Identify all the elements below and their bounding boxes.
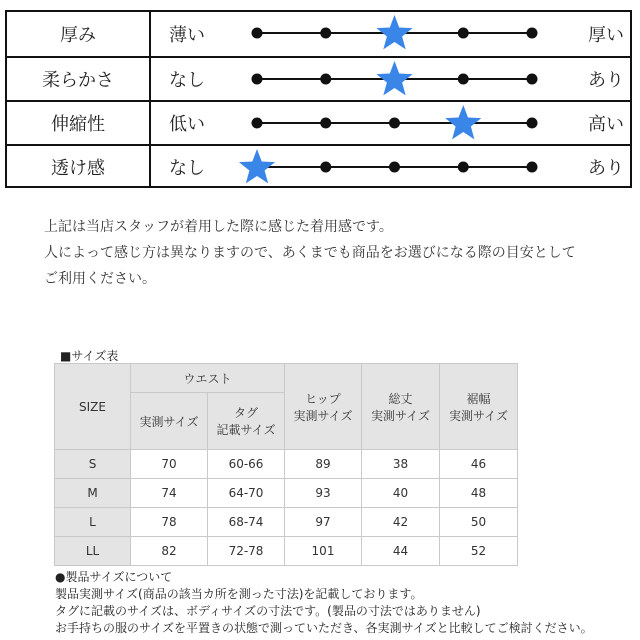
feel-row-stretch: [7, 100, 630, 144]
feel-right-label: 高い: [588, 114, 624, 135]
rating-star-icon: [376, 61, 412, 95]
header-text: 実測サイズ: [293, 408, 353, 423]
feel-left-label: なし: [169, 158, 205, 179]
header-waist-tag: [208, 393, 285, 450]
header-text: タグ: [233, 406, 258, 420]
rating-star-icon: [239, 149, 275, 183]
header-text: 裾幅: [466, 391, 491, 406]
scale-point: [320, 74, 331, 85]
size-cell: M: [55, 479, 131, 508]
feel-right-label: あり: [588, 70, 624, 91]
size-table: [54, 363, 518, 566]
feel-label: 厚み: [7, 12, 151, 56]
note-line: ご利用ください。: [44, 271, 156, 287]
hip-cell: 93: [285, 479, 362, 508]
table-row: [55, 508, 518, 537]
wear-feel-note: [44, 214, 624, 292]
scale-point: [527, 118, 538, 129]
size-table-caption: ■サイズ表: [60, 349, 119, 363]
feel-left-label: なし: [169, 70, 205, 91]
header-text: 記載サイズ: [216, 423, 276, 437]
feel-table: [5, 10, 632, 188]
waist-actual-cell: 70: [131, 450, 208, 479]
header-text: 実測サイズ: [370, 408, 431, 423]
hem-cell: 50: [440, 508, 518, 537]
scale-point: [320, 28, 331, 39]
length-cell: 42: [362, 508, 440, 537]
feel-row-sheerness: [7, 144, 630, 188]
scale-point: [458, 162, 469, 173]
table-row: [55, 450, 518, 479]
length-cell: 38: [362, 450, 440, 479]
size-cell: L: [55, 508, 131, 537]
header-hip: [285, 364, 362, 450]
waist-tag-cell: 60-66: [208, 450, 285, 479]
feel-right-label: あり: [588, 158, 624, 179]
header-text: 実測サイズ: [448, 408, 509, 423]
hem-cell: 46: [440, 450, 518, 479]
scale-point: [252, 28, 263, 39]
length-cell: 40: [362, 479, 440, 508]
scale-point: [527, 162, 538, 173]
size-cell: S: [55, 450, 131, 479]
scale-point: [458, 74, 469, 85]
waist-actual-cell: 78: [131, 508, 208, 537]
header-waist-actual: 実測サイズ: [131, 393, 208, 450]
header-text: 総丈: [388, 391, 413, 406]
scale-point: [389, 118, 400, 129]
hip-cell: 89: [285, 450, 362, 479]
length-cell: 44: [362, 537, 440, 566]
scale-point: [252, 118, 263, 129]
size-note-line: お手持ちの服のサイズを平置きの状態で測っていただき、各実測サイズと比較してご検討ください。: [55, 621, 593, 635]
table-row: [55, 479, 518, 508]
waist-actual-cell: 74: [131, 479, 208, 508]
scale-point: [252, 74, 263, 85]
feel-scale: [7, 58, 630, 100]
hem-cell: 52: [440, 537, 518, 566]
waist-actual-cell: 82: [131, 537, 208, 566]
size-notes: [55, 569, 640, 637]
feel-row-thickness: [7, 12, 630, 56]
hip-cell: 101: [285, 537, 362, 566]
size-note-line: 製品実測サイズ(商品の該当カ所を測った寸法)を記載しております。: [55, 587, 423, 601]
size-note-line: タグに記載のサイズは、ボディサイズの寸法です。(製品の寸法ではありません): [55, 604, 481, 618]
feel-label: 透け感: [7, 146, 151, 188]
feel-scale: [7, 146, 630, 188]
feel-right-label: 厚い: [588, 25, 624, 46]
waist-tag-cell: 68-74: [208, 508, 285, 537]
scale-point: [527, 28, 538, 39]
feel-label: 伸縮性: [7, 102, 151, 144]
scale-point: [320, 162, 331, 173]
scale-point: [389, 162, 400, 173]
header-waist: ウエスト: [131, 364, 285, 393]
table-row: [55, 537, 518, 566]
rating-star-icon: [445, 105, 481, 139]
header-length: [362, 364, 440, 450]
header-size: SIZE: [55, 364, 131, 450]
size-note-heading: ●製品サイズについて: [55, 570, 173, 584]
header-hem: [440, 364, 518, 450]
note-line: 人によって感じ方は異なりますので、あくまでも商品をお選びになる際の目安として: [44, 245, 576, 261]
scale-point: [527, 74, 538, 85]
hip-cell: 97: [285, 508, 362, 537]
waist-tag-cell: 64-70: [208, 479, 285, 508]
feel-left-label: 低い: [169, 114, 205, 135]
feel-scale: [7, 12, 630, 56]
waist-tag-cell: 72-78: [208, 537, 285, 566]
feel-label: 柔らかさ: [7, 58, 151, 100]
note-line: 上記は当店スタッフが着用した際に感じた着用感です。: [44, 219, 393, 235]
scale-point: [458, 28, 469, 39]
rating-star-icon: [376, 15, 412, 49]
feel-row-softness: [7, 56, 630, 100]
feel-left-label: 薄い: [169, 25, 205, 46]
feel-scale: [7, 102, 630, 144]
size-cell: LL: [55, 537, 131, 566]
header-text: ヒップ: [305, 391, 341, 406]
hem-cell: 48: [440, 479, 518, 508]
scale-point: [320, 118, 331, 129]
